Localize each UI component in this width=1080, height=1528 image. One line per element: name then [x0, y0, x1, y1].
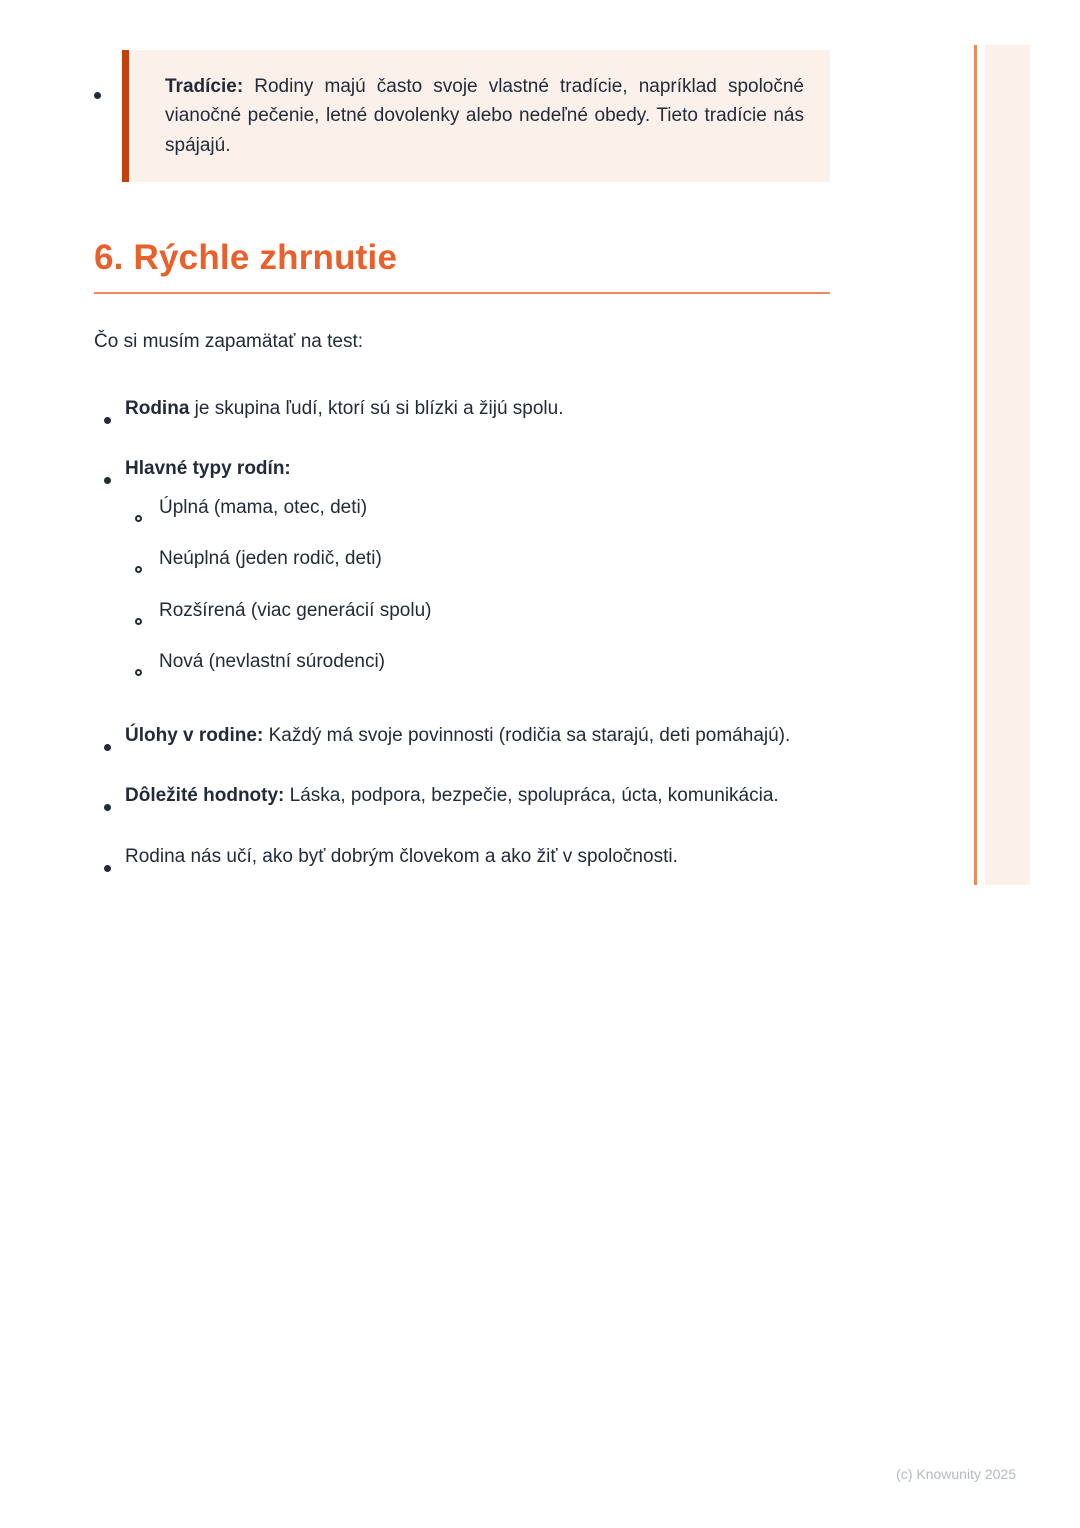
bullet-column: [94, 455, 125, 494]
summary-list: [94, 395, 830, 882]
right-accent-band: [985, 45, 1030, 885]
section-heading: 6. Rýchle zhrnutie: [94, 238, 398, 278]
tradicie-list-item: [94, 50, 830, 182]
footer-credit: (c) Knowunity 2025: [896, 1466, 1016, 1482]
list-item: [94, 782, 830, 821]
list-item-rest: Každý má svoje povinnosti (rodičia sa starajú, deti pomáhajú).: [263, 724, 791, 746]
sub-list-item-text: Úplná (mama, otec, deti): [159, 496, 368, 518]
sub-list-item: [135, 597, 830, 635]
bullet-icon: [104, 804, 111, 811]
sub-bullet-column: [135, 545, 159, 583]
list-item: [94, 843, 830, 882]
list-item-text: [125, 782, 830, 811]
sub-bullet-column: [135, 648, 159, 686]
bullet-column: [94, 722, 125, 761]
sub-list-item-text: Neúplná (jeden rodič, deti): [159, 548, 382, 570]
list-item-lead: Hlavné typy rodín:: [125, 458, 291, 480]
sub-list-item-text: Rozšírená (viac generácií spolu): [159, 599, 432, 621]
list-item-text: [125, 395, 830, 424]
callout-lead-text: Tradície:: [165, 76, 244, 97]
list-item-text: [125, 722, 830, 751]
page-content: [94, 50, 830, 903]
sub-list-item: [135, 545, 830, 583]
bullet-column: [94, 843, 125, 882]
list-item-text: [125, 843, 830, 872]
intro-paragraph: Čo si musím zapamätať na test:: [94, 331, 364, 353]
list-item-lead: Úlohy v rodine:: [125, 724, 264, 746]
bullet-icon: [104, 744, 111, 751]
circle-bullet-icon: [135, 566, 142, 573]
bullet-icon: [104, 865, 111, 872]
list-item-lead: Dôležité hodnoty:: [125, 785, 285, 807]
list-item: [94, 395, 830, 434]
list-item: [94, 722, 830, 761]
callout-body-text: Rodiny majú často svoje vlastné tradície, napríklad spoločné vianočné pečenie, letné dovolenky alebo nedeľné obedy. Tieto tradície nás spájajú.: [165, 76, 804, 156]
bullet-column: [94, 782, 125, 821]
family-types-sublist: [135, 494, 830, 686]
sub-bullet-column: [135, 494, 159, 532]
list-item: [94, 455, 830, 700]
bullet-column: [94, 50, 122, 104]
list-item-lead: Rodina: [125, 397, 190, 419]
circle-bullet-icon: [135, 515, 142, 522]
bullet-column: [94, 395, 125, 434]
list-item-rest: Rodina nás učí, ako byť dobrým človekom a ako žiť v spoločnosti.: [125, 845, 678, 867]
list-item-rest: Láska, podpora, bezpečie, spolupráca, úcta, komunikácia.: [284, 785, 779, 807]
sub-bullet-column: [135, 597, 159, 635]
circle-bullet-icon: [135, 669, 142, 676]
sub-list-item: [135, 648, 830, 686]
callout-paragraph: [165, 72, 804, 160]
list-item-rest: je skupina ľudí, ktorí sú si blízki a žijú spolu.: [189, 397, 564, 419]
heading-divider: [94, 292, 830, 294]
list-item-text: [125, 455, 830, 700]
bullet-icon: [94, 92, 101, 99]
bullet-icon: [104, 477, 111, 484]
tradicie-callout-box: [122, 50, 830, 182]
bullet-icon: [104, 417, 111, 424]
sub-list-item: [135, 494, 830, 532]
circle-bullet-icon: [135, 618, 142, 625]
sub-list-item-text: Nová (nevlastní súrodenci): [159, 651, 385, 673]
right-accent-line: [974, 45, 977, 885]
